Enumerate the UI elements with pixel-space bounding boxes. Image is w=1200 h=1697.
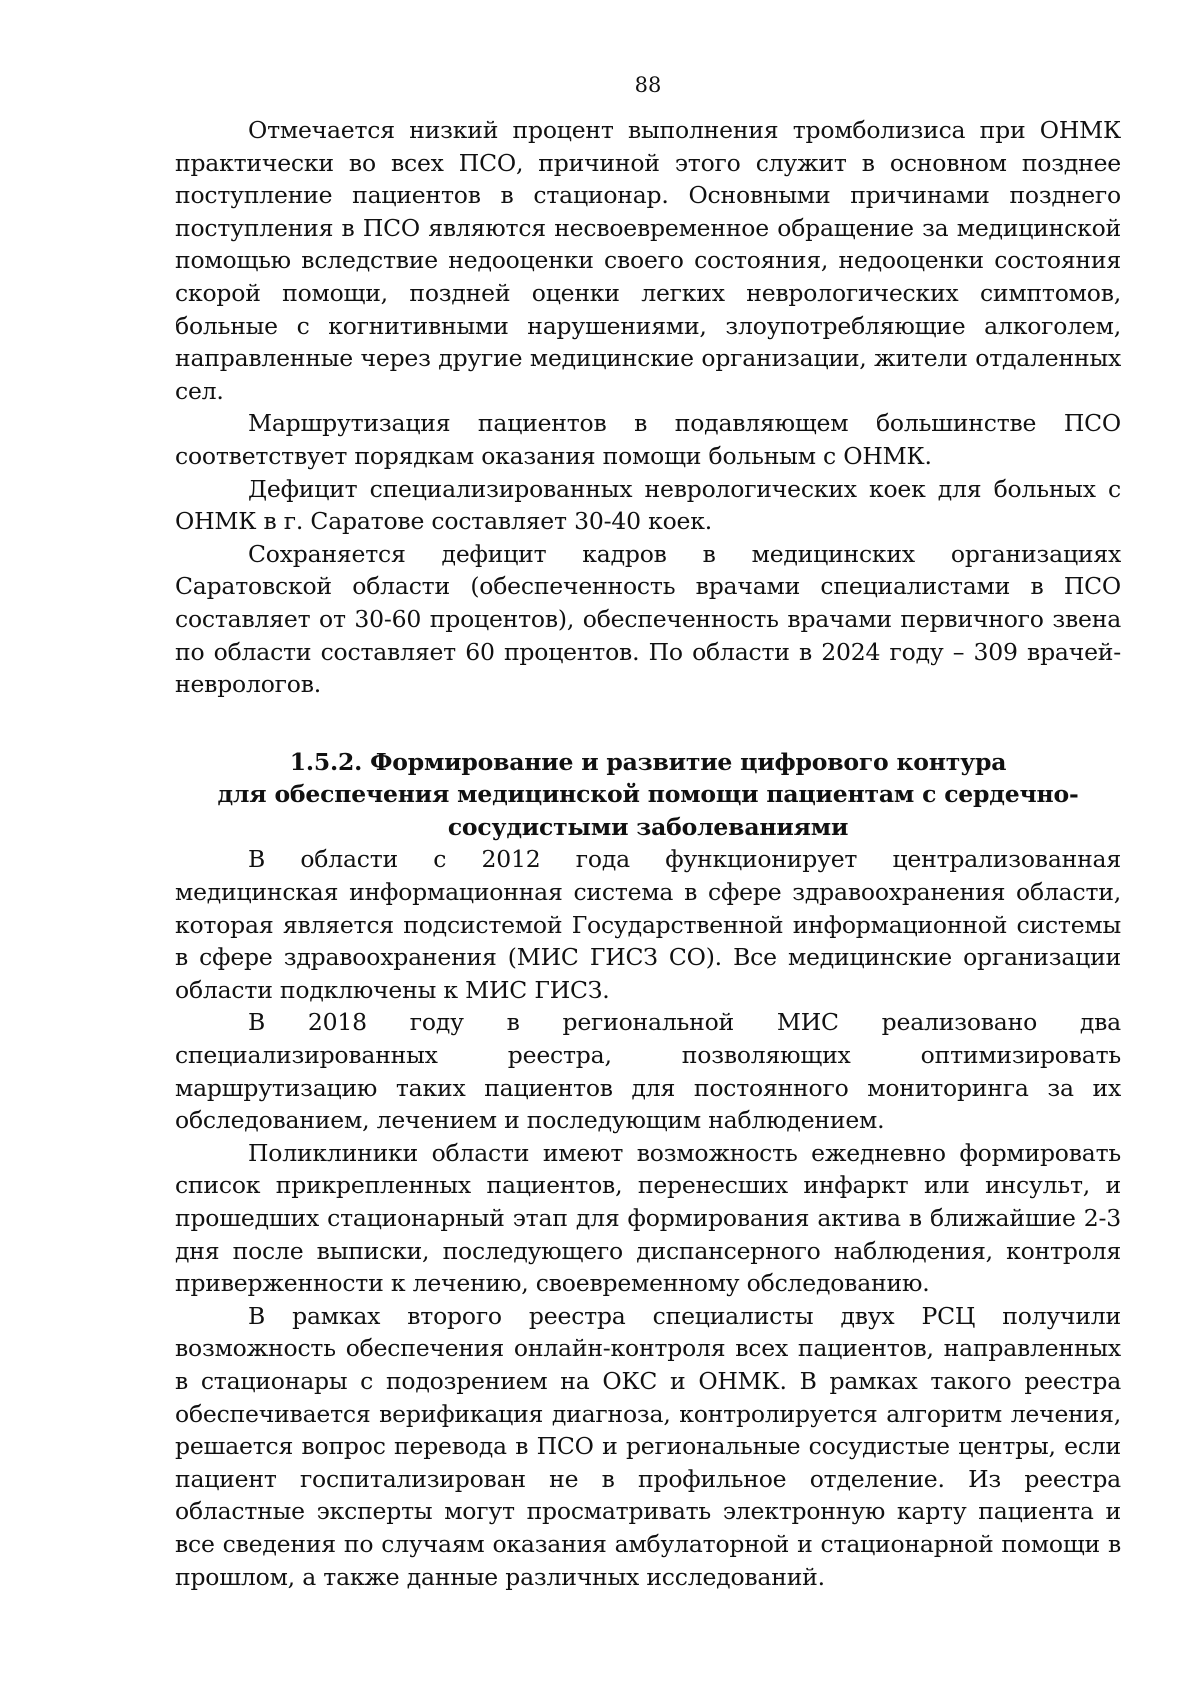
paragraph-routing: Маршрутизация пациентов в подавляющем большинстве ПСО соответствует порядкам оказания помощи больным с ОНМК. [175, 409, 1121, 470]
paragraph-second-registry: В рамках второго реестра специалисты двух РСЦ получили возможность обеспечения онлайн-контроля всех пациентов, направленных в стационары с подозрением на ОКС и ОНМК. В рамках такого реестра обеспечивается верификация диагноза, контролируется алгоритм лечения, решается вопрос перевода в ПСО и региональные сосудистые центры, если пациент госпитализирован не в профильное отделение. Из реестра областные эксперты могут просматривать электронную карту пациента и все сведения по случаям оказания амбулаторной и стационарной помощи в прошлом, а также данные различных исследований. [175, 1301, 1121, 1591]
page-number: 88 [634, 73, 662, 97]
paragraph-registries: В 2018 году в региональной МИС реализовано два специализированных реестра, позволяющих оптимизировать маршрутизацию таких пациентов для постоянного мониторинга за их обследованием, лечением и последующим наблюдением. [175, 1008, 1121, 1135]
paragraph-polyclinics: Поликлиники области имеют возможность ежедневно формировать список прикрепленных пациентов, перенесших инфаркт или инсульт, и прошедших стационарный этап для формирования актива в ближайшие 2-3 дня после выписки, последующего диспансерного наблюдения, контроля приверженности к лечению, своевременному обследованию. [175, 1138, 1121, 1298]
paragraph-staff-deficit: Сохраняется дефицит кадров в медицинских организациях Саратовской области (обеспеченность врачами специалистами в ПСО составляет от 30-60 процентов), обеспеченность врачами первичного звена по области составляет 60 процентов. По области в 2024 году – 309 врачей-неврологов. [175, 539, 1121, 699]
section-heading-line-3: сосудистыми заболеваниями [447, 812, 849, 841]
section-heading-line-2: для обеспечения медицинской помощи пациентам с сердечно- [217, 780, 1079, 809]
document-page [175, 60, 1121, 1593]
paragraph-bed-deficit: Дефицит специализированных неврологических коек для больных с ОНМК в г. Саратове составляет 30-40 коек. [175, 474, 1121, 536]
paragraph-mis-system: В области с 2012 года функционирует централизованная медицинская информационная система в сфере здравоохранения области, которая является подсистемой Государственной информационной системы в сфере здравоохранения (МИС ГИСЗ СО). Все медицинские организации области подключены к МИС ГИСЗ. [175, 845, 1121, 1004]
section-heading-line-1: 1.5.2. Формирование и развитие цифрового контура [289, 747, 1007, 776]
paragraph-thrombolysis: Отмечается низкий процент выполнения тромболизиса при ОНМК практически во всех ПСО, причиной этого служит в основном позднее поступление пациентов в стационар. Основными причинами позднего поступления в ПСО являются несвоевременное обращение за медицинской помощью вследствие недооценки своего состояния, недооценки состояния скорой помощи, поздней оценки легких неврологических симптомов, больные с когнитивными нарушениями, злоупотребляющие алкоголем, направленные через другие медицинские организации, жители отдаленных сел. [175, 116, 1121, 405]
section-heading [175, 746, 1121, 844]
